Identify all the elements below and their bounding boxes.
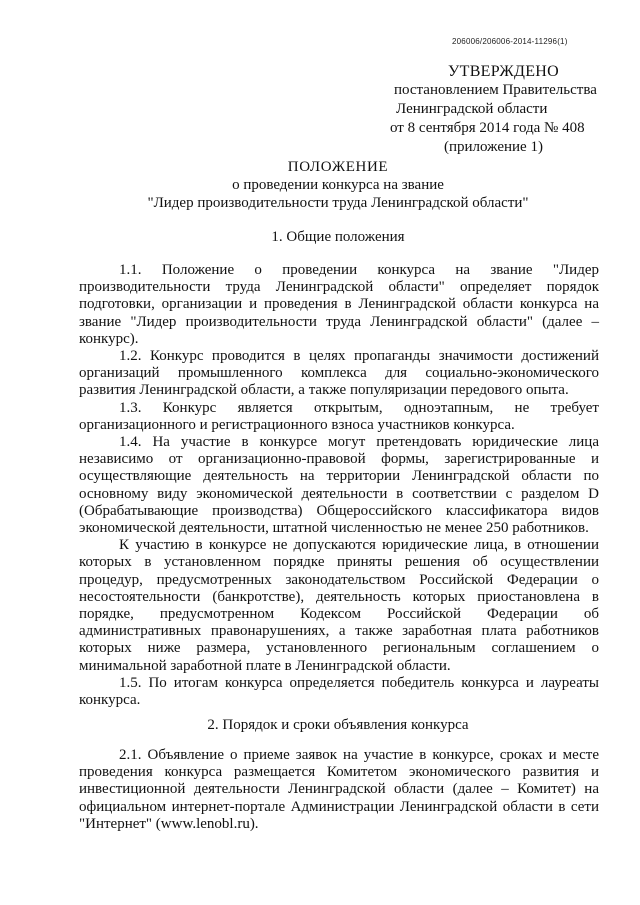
- approval-line: постановлением Правительства: [394, 82, 597, 98]
- section-body: [79, 262, 599, 709]
- paragraph: 1.3. Конкурс является открытым, одноэтапным, не требует организационного и регистрационного взноса участников конкурса.: [79, 399, 599, 433]
- paragraph: 1.1. Положение о проведении конкурса на звание "Лидер производительности труда Ленинградской области" определяет порядок подготовки, организации и проведения в Ленинградской области конкурса на звание "Лидер производительности труда Ленинградской области" (далее – конкурс).: [79, 262, 599, 347]
- approval-stamp: [378, 62, 618, 157]
- paragraph: 1.2. Конкурс проводится в целях пропаганды значимости достижений организаций промышленного комплекса для социально-экономического развития Ленинградской области, а также популяризации передового опыта.: [79, 348, 599, 399]
- title-subheading: о проведении конкурса на звание: [232, 177, 444, 193]
- paragraph: 1.5. По итогам конкурса определяется победитель конкурса и лауреаты конкурса.: [79, 674, 599, 709]
- title-contest-name: "Лидер производительности труда Ленинградской области": [147, 195, 529, 211]
- title-heading: ПОЛОЖЕНИЕ: [287, 159, 389, 175]
- paragraph: К участию в конкурсе не допускаются юридические лица, в отношении которых в установленном порядке приняты решения об осуществлении процедур, предусмотренных законодательством Российской Федерации о несостоятельности (банкротстве), деятельность которых приостановлена в порядке, предусмотренном Кодексом Российской Федерации об административных правонарушениях, а также заработная плата работников которых ниже размера, установленного региональным соглашением о минимальной заработной плате в Ленинградской области.: [79, 537, 599, 674]
- approval-appendix: (приложение 1): [444, 139, 543, 155]
- document-number: 206006/206006-2014-11296(1): [452, 37, 568, 46]
- section-heading: 1. Общие положения: [271, 229, 405, 245]
- approval-heading: УТВЕРЖДЕНО: [448, 63, 560, 80]
- paragraph: 2.1. Объявление о приеме заявок на участие в конкурсе, сроках и месте проведения конкурса размещается Комитетом экономического развития и инвестиционной деятельности Ленинградской области (далее – Комитет) на официальном интернет-портале Администрации Ленинградской области в сети "Интернет" (www.lenobl.ru).: [79, 747, 599, 832]
- approval-date-number: от 8 сентября 2014 года № 408: [390, 120, 585, 136]
- section-body: [79, 747, 599, 833]
- section-heading: 2. Порядок и сроки объявления конкурса: [207, 717, 469, 733]
- document-title: [60, 158, 616, 212]
- approval-line: Ленинградской области: [396, 101, 548, 117]
- paragraph: 1.4. На участие в конкурсе могут претендовать юридические лица независимо от организационно-правовой формы, зарегистрированные и осуществляющие деятельность на территории Ленинградской области по основному виду экономической деятельности в соответствии с разделом D (Обрабатывающие производства) Общероссийского классификатора видов экономической деятельности, штатной численностью не менее 250 работников.: [79, 434, 599, 537]
